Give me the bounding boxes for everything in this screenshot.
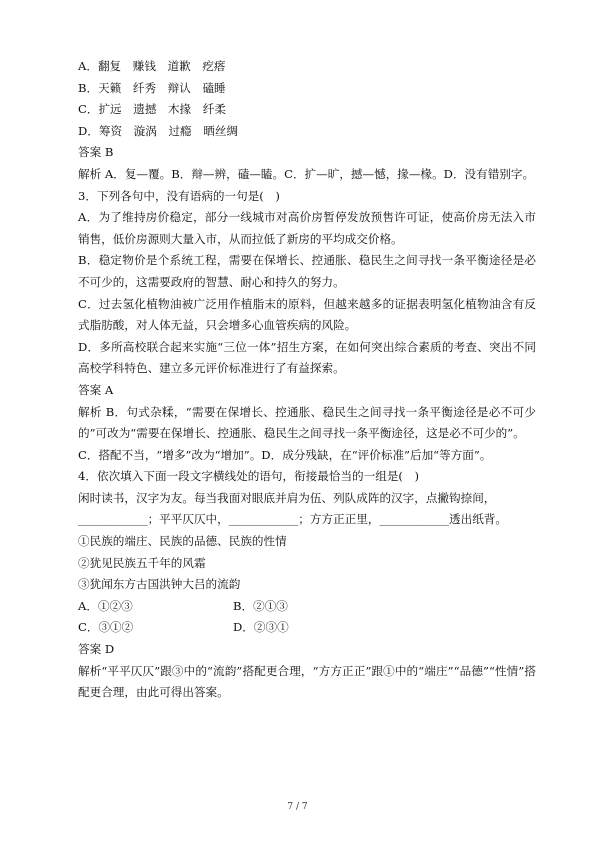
q4-choices-row-2 <box>78 617 536 639</box>
page-number: 7 / 7 <box>287 802 308 812</box>
q4-item-1: ①民族的端庄、民族的品德、民族的性情 <box>78 534 287 549</box>
q4-choice-c: C．③①② <box>78 620 134 635</box>
q4-item-3: ③犹闻东方古国洪钟大吕的流韵 <box>78 577 241 592</box>
q2-analysis: 解析 A．复—覆。B．辩—辨，磕—瞌。C．扩—旷，撼—憾，掾—椽。D．没有错别字。 <box>78 166 535 181</box>
q2-option-d: D．筹资 漩涡 过瘾 晒丝绸 <box>78 123 239 138</box>
q2-option-b: B．天籁 纤秀 辩认 磕睡 <box>78 80 226 95</box>
document-body <box>78 56 536 704</box>
q4-stem: 4．依次填入下面一段文字横线处的语句，衔接最恰当的一组是( ) <box>78 469 420 484</box>
q2-answer: 答案 B <box>78 145 114 160</box>
q3-option-c: C．过去氢化植物油被广泛用作植脂末的原料，但越来越多的证据表明氢化植物油含有反式脂肪酸，对人体无益，只会增多心血管疾病的风险。 <box>78 296 536 333</box>
q3-analysis-1: 解析 B．句式杂糅，“需要在保增长、控通胀、稳民生之间寻找一条平衡途径是必不可少的”可改为“需要在保增长、控通胀、稳民生之间寻找一条平衡途径，这是必不可少的”。 <box>78 404 536 441</box>
q4-item-2: ②犹见民族五千年的风霜 <box>78 555 206 570</box>
q4-blank-line: ____________；平平仄仄中，____________；方方正正里，____________透出纸背。 <box>78 512 507 527</box>
q3-option-b: B．稳定物价是个系统工程，需要在保增长、控通胀、稳民生之间寻找一条平衡途径是必不可少的，这需要政府的智慧、耐心和持久的努力。 <box>78 253 536 289</box>
q4-analysis: 解析“平平仄仄”跟③中的“流韵”搭配更合理，“方方正正”跟①中的“端庄”“品德”“性情”搭配更合理，由此可得出答案。 <box>78 663 536 700</box>
q3-stem: 3．下列各句中，没有语病的一句是( ) <box>78 188 280 203</box>
q3-option-d: D．多所高校联合起来实施“三位一体”招生方案，在如何突出综合素质的考查、突出不同高校学科特色、建立多元评价标准进行了有益探索。 <box>78 339 536 376</box>
q2-option-a: A．翻复 赚钱 道歉 疙瘩 <box>78 59 226 73</box>
q4-choices-row-1 <box>78 596 536 618</box>
q4-passage: 闲时读书，汉字为友。每当我面对眼底并肩为伍、列队成阵的汉字，点撇钩捺间， <box>78 490 496 505</box>
q3-answer: 答案 A <box>78 382 114 397</box>
q4-choice-d: D．②③① <box>233 620 289 635</box>
q2-option-c: C．扩远 遗撼 木掾 纤柔 <box>78 102 226 117</box>
q4-choice-a: A．①②③ <box>78 598 133 613</box>
q4-choice-b: B．②①③ <box>233 598 288 613</box>
q4-answer: 答案 D <box>78 642 115 657</box>
q3-option-a: A．为了维持房价稳定，部分一线城市对高价房暂停发放预售许可证，使高价房无法入市销售，低价房源则大量入市，从而拉低了新房的平均成交价格。 <box>78 210 536 246</box>
q3-analysis-2: C．搭配不当，“增多”改为“增加”。D．成分残缺，在“评价标准”后加“等方面”。 <box>78 447 492 462</box>
